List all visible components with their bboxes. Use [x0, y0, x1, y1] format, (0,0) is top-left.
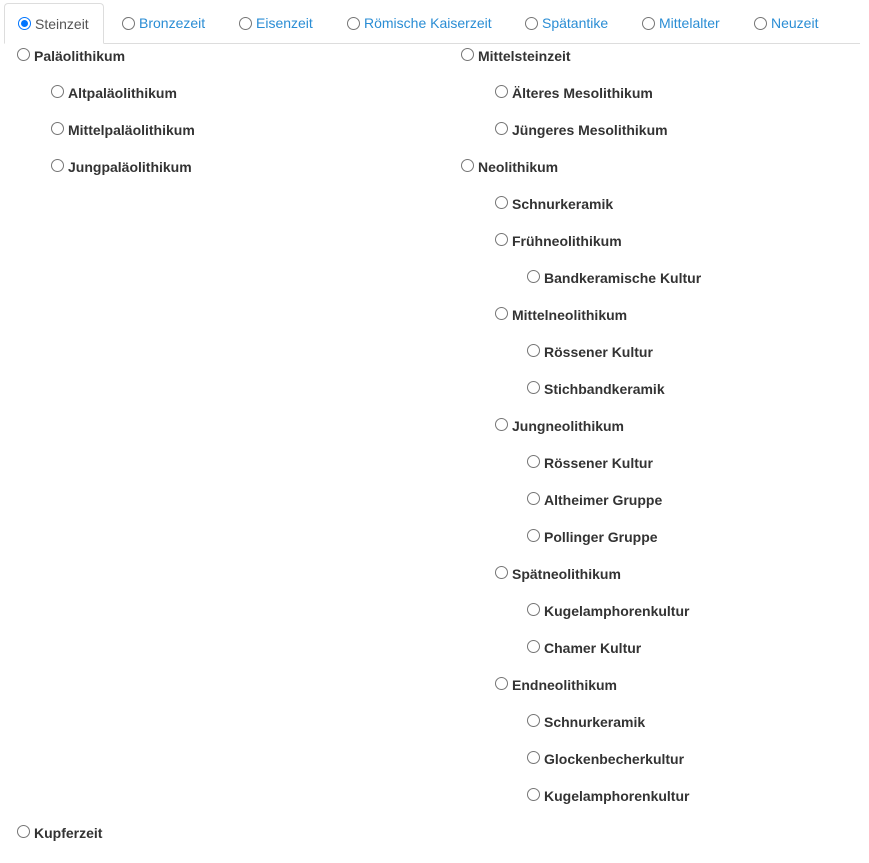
- option-aelteres-mesolithikum-label: Älteres Mesolithikum: [512, 85, 653, 101]
- option-spaetneolithikum-label: Spätneolithikum: [512, 566, 621, 582]
- option-aelteres-mesolithikum-radio[interactable]: [495, 85, 508, 98]
- option-altheimer-gruppe-label: Altheimer Gruppe: [544, 492, 663, 508]
- tab-mittelalter-label: Mittelalter: [659, 15, 720, 31]
- option-palaeolithikum[interactable]: [17, 47, 125, 65]
- option-neolithikum-radio[interactable]: [461, 159, 474, 172]
- tab-mittelalter-radio[interactable]: [642, 17, 655, 30]
- option-palaeolithikum-radio[interactable]: [17, 48, 30, 61]
- tab-roemische-kaiserzeit-label: Römische Kaiserzeit: [364, 15, 492, 31]
- tab-neuzeit[interactable]: [754, 3, 818, 43]
- option-endneolithikum-radio[interactable]: [495, 677, 508, 690]
- tab-eisenzeit[interactable]: [239, 3, 313, 43]
- tab-steinzeit-label: Steinzeit: [35, 15, 89, 32]
- option-mittelsteinzeit-label: Mittelsteinzeit: [478, 48, 571, 64]
- option-bandkeramische-kultur-radio[interactable]: [527, 270, 540, 283]
- option-roessener-kultur-1-label: Rössener Kultur: [544, 344, 653, 360]
- option-jungpalaeolithikum-label: Jungpaläolithikum: [68, 159, 192, 175]
- option-aelteres-mesolithikum[interactable]: [495, 84, 653, 102]
- option-schnurkeramik-2[interactable]: [527, 713, 645, 731]
- tab-roemische-kaiserzeit-radio[interactable]: [347, 17, 360, 30]
- option-mittelpalaeolithikum-label: Mittelpaläolithikum: [68, 122, 195, 138]
- option-altheimer-gruppe[interactable]: [527, 491, 662, 509]
- option-jungneolithikum[interactable]: [495, 417, 624, 435]
- option-kugelamphorenkultur-2-label: Kugelamphorenkultur: [544, 788, 690, 804]
- option-jungpalaeolithikum-radio[interactable]: [51, 159, 64, 172]
- option-roessener-kultur-2[interactable]: [527, 454, 653, 472]
- option-stichbandkeramik[interactable]: [527, 380, 665, 398]
- option-mittelsteinzeit[interactable]: [461, 47, 571, 65]
- tab-spaetantike-label: Spätantike: [542, 15, 609, 31]
- option-mittelneolithikum-radio[interactable]: [495, 307, 508, 320]
- option-roessener-kultur-1[interactable]: [527, 343, 653, 361]
- option-fruehneolithikum[interactable]: [495, 232, 622, 250]
- tab-spaetantike[interactable]: [525, 3, 608, 43]
- option-pollinger-gruppe-label: Pollinger Gruppe: [544, 529, 658, 545]
- option-chamer-kultur[interactable]: [527, 639, 641, 657]
- tab-bronzezeit[interactable]: [122, 3, 205, 43]
- option-palaeolithikum-label: Paläolithikum: [34, 48, 126, 64]
- tab-steinzeit[interactable]: [4, 3, 104, 44]
- option-kugelamphorenkultur-2[interactable]: [527, 787, 689, 805]
- option-glockenbecherkultur-label: Glockenbecherkultur: [544, 751, 685, 767]
- option-kupferzeit[interactable]: [17, 824, 102, 842]
- option-chamer-kultur-radio[interactable]: [527, 640, 540, 653]
- option-altheimer-gruppe-radio[interactable]: [527, 492, 540, 505]
- option-schnurkeramik-2-radio[interactable]: [527, 714, 540, 727]
- option-altpalaeolithikum[interactable]: [51, 84, 177, 102]
- option-juengeres-mesolithikum[interactable]: [495, 121, 668, 139]
- tab-bronzezeit-label: Bronzezeit: [139, 15, 206, 31]
- tab-eisenzeit-radio[interactable]: [239, 17, 252, 30]
- option-endneolithikum[interactable]: [495, 676, 617, 694]
- option-chamer-kultur-label: Chamer Kultur: [544, 640, 642, 656]
- option-juengeres-mesolithikum-radio[interactable]: [495, 122, 508, 135]
- option-jungneolithikum-label: Jungneolithikum: [512, 418, 624, 434]
- option-roessener-kultur-1-radio[interactable]: [527, 344, 540, 357]
- period-tabs: [4, 3, 860, 44]
- tab-eisenzeit-label: Eisenzeit: [256, 15, 313, 31]
- option-fruehneolithikum-radio[interactable]: [495, 233, 508, 246]
- tab-neuzeit-radio[interactable]: [754, 17, 767, 30]
- option-kugelamphorenkultur-1-radio[interactable]: [527, 603, 540, 616]
- option-pollinger-gruppe[interactable]: [527, 528, 658, 546]
- option-mittelpalaeolithikum-radio[interactable]: [51, 122, 64, 135]
- option-neolithikum[interactable]: [461, 158, 558, 176]
- option-spaetneolithikum-radio[interactable]: [495, 566, 508, 579]
- option-schnurkeramik-1[interactable]: [495, 195, 613, 213]
- option-schnurkeramik-2-label: Schnurkeramik: [544, 714, 646, 730]
- option-mittelsteinzeit-radio[interactable]: [461, 48, 474, 61]
- option-schnurkeramik-1-radio[interactable]: [495, 196, 508, 209]
- option-kupferzeit-radio[interactable]: [17, 825, 30, 838]
- option-altpalaeolithikum-radio[interactable]: [51, 85, 64, 98]
- option-jungneolithikum-radio[interactable]: [495, 418, 508, 431]
- option-schnurkeramik-1-label: Schnurkeramik: [512, 196, 614, 212]
- option-bandkeramische-kultur-label: Bandkeramische Kultur: [544, 270, 702, 286]
- option-jungpalaeolithikum[interactable]: [51, 158, 192, 176]
- option-juengeres-mesolithikum-label: Jüngeres Mesolithikum: [512, 122, 668, 138]
- option-bandkeramische-kultur[interactable]: [527, 269, 701, 287]
- option-spaetneolithikum[interactable]: [495, 565, 621, 583]
- option-stichbandkeramik-label: Stichbandkeramik: [544, 381, 665, 397]
- option-roessener-kultur-2-label: Rössener Kultur: [544, 455, 653, 471]
- tab-spaetantike-radio[interactable]: [525, 17, 538, 30]
- option-glockenbecherkultur-radio[interactable]: [527, 751, 540, 764]
- option-pollinger-gruppe-radio[interactable]: [527, 529, 540, 542]
- option-mittelpalaeolithikum[interactable]: [51, 121, 195, 139]
- tab-roemische-kaiserzeit[interactable]: [347, 3, 492, 43]
- tab-neuzeit-label: Neuzeit: [771, 15, 819, 31]
- option-kugelamphorenkultur-2-radio[interactable]: [527, 788, 540, 801]
- tab-bronzezeit-radio[interactable]: [122, 17, 135, 30]
- option-stichbandkeramik-radio[interactable]: [527, 381, 540, 394]
- option-endneolithikum-label: Endneolithikum: [512, 677, 617, 693]
- tab-mittelalter[interactable]: [642, 3, 720, 43]
- option-glockenbecherkultur[interactable]: [527, 750, 684, 768]
- option-mittelneolithikum[interactable]: [495, 306, 627, 324]
- option-roessener-kultur-2-radio[interactable]: [527, 455, 540, 468]
- tab-steinzeit-radio[interactable]: [18, 17, 31, 30]
- option-fruehneolithikum-label: Frühneolithikum: [512, 233, 622, 249]
- option-mittelneolithikum-label: Mittelneolithikum: [512, 307, 628, 323]
- option-kupferzeit-label: Kupferzeit: [34, 825, 103, 841]
- option-kugelamphorenkultur-1[interactable]: [527, 602, 689, 620]
- option-neolithikum-label: Neolithikum: [478, 159, 559, 175]
- option-kugelamphorenkultur-1-label: Kugelamphorenkultur: [544, 603, 690, 619]
- option-altpalaeolithikum-label: Altpaläolithikum: [68, 85, 177, 101]
